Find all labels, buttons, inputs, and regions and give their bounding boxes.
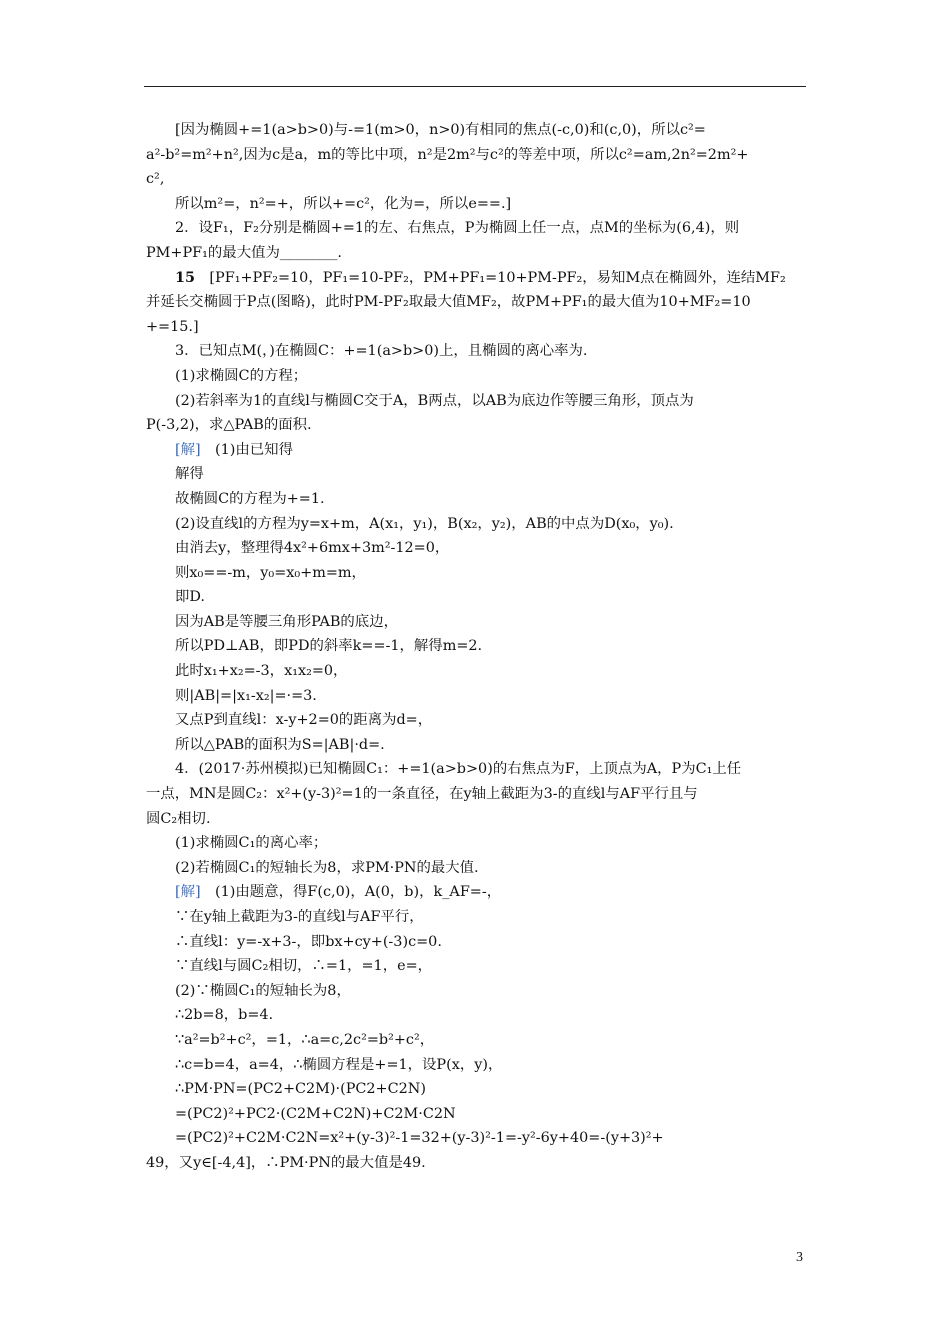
text-line [146, 1053, 808, 1078]
text-line [146, 610, 808, 635]
text-line [146, 930, 808, 955]
line-text: +=15.] [146, 318, 199, 335]
line-text: 即D. [175, 589, 205, 606]
line-text: P(-3,2)，求△PAB的面积. [146, 417, 312, 434]
text-line [146, 1102, 808, 1127]
line-text: 故椭圆C的方程为+=1. [175, 490, 325, 507]
text-line [146, 1028, 808, 1053]
line-text: 所以△PAB的面积为S=|AB|·d=. [175, 736, 385, 753]
text-line [146, 143, 808, 168]
text-line [146, 782, 808, 807]
line-text: PM+PF₁的最大值为________. [146, 244, 343, 261]
text-line [146, 266, 808, 291]
text-line [146, 807, 808, 832]
text-line [146, 905, 808, 930]
line-text: ∴c=b=4，a=4，∴椭圆方程是+=1，设P(x，y)， [175, 1056, 503, 1073]
line-text: [PF₁+PF₂=10，PF₁=10-PF₂，PM+PF₁=10+PM-PF₂，易知M点在椭圆外，连结MF₂ [195, 269, 786, 286]
text-line [146, 315, 808, 340]
text-line [146, 634, 808, 659]
line-text: 一点，MN是圆C₂：x²+(y-3)²=1的一条直径，在y轴上截距为3-的直线l与AF平行且与 [146, 786, 698, 803]
line-text: =(PC2)²+PC2·(C2M+C2N)+C2M·C2N [175, 1105, 456, 1122]
text-line [146, 708, 808, 733]
text-line [146, 216, 808, 241]
line-text: 此时x₁+x₂=-3，x₁x₂=0， [175, 663, 348, 680]
text-line [146, 512, 808, 537]
line-text: ∴直线l：y=-x+3-，即bx+cy+(-3)c=0. [175, 933, 442, 950]
text-line [146, 856, 808, 881]
line-text: (1)由题意，得F(c,0)，A(0，b)，k_AF=-， [200, 884, 502, 901]
text-line [146, 413, 808, 438]
line-text: 则x₀==-m，y₀=x₀+m=m， [175, 564, 366, 581]
line-text: 所以PD⊥AB，即PD的斜率k==-1，解得m=2. [175, 638, 483, 655]
text-line [146, 954, 808, 979]
text-line [146, 1151, 808, 1176]
line-text: 则|AB|=|x₁-x₂|=·=3. [175, 687, 317, 704]
line-text: ∴2b=8，b=4. [175, 1007, 274, 1024]
text-line [146, 536, 808, 561]
line-text: (2)若椭圆C₁的短轴长为8，求PM·PN的最大值. [175, 859, 479, 876]
text-line [146, 1126, 808, 1151]
line-text: ∵a²=b²+c²，=1，∴a=c,2c²=b²+c²， [175, 1031, 435, 1048]
line-text: 4．(2017·苏州模拟)已知椭圆C₁：+=1(a>b>0)的右焦点为F，上顶点为A，P为C₁上任 [175, 761, 742, 778]
line-text: (2)∵椭圆C₁的短轴长为8， [175, 982, 351, 999]
line-text: 并延长交椭圆于P点(图略)，此时PM-PF₂取最大值MF₂，故PM+PF₁的最大值为10+MF₂=10 [146, 294, 751, 311]
line-text: (2)若斜率为1的直线l与椭圆C交于A，B两点，以AB为底边作等腰三角形，顶点为 [175, 392, 694, 409]
text-line [146, 192, 808, 217]
line-text: 所以m²=，n²=+，所以+=c²，化为=，所以e==.] [175, 195, 512, 212]
text-line [146, 1077, 808, 1102]
line-text: 圆C₂相切. [146, 810, 211, 827]
line-text: 因为AB是等腰三角形PAB的底边， [175, 613, 398, 630]
text-line [146, 462, 808, 487]
text-line [146, 979, 808, 1004]
line-text: a²-b²=m²+n²,因为c是a，m的等比中项，n²是2m²与c²的等差中项，所以c²=am,2n²=2m²+ [146, 146, 749, 163]
line-text: ∴PM·PN=(PC2+C2M)·(PC2+C2N) [175, 1081, 426, 1098]
text-line [146, 585, 808, 610]
text-line [146, 880, 808, 905]
line-text: =(PC2)²+C2M·C2N=x²+(y-3)²-1=32+(y-3)²-1=-y²-6y+40=-(y+3)²+ [175, 1130, 664, 1147]
text-line [146, 364, 808, 389]
line-text: (1)求椭圆C的方程； [175, 367, 308, 384]
line-text: [因为椭圆+=1(a>b>0)与-=1(m>0，n>0)有相同的焦点(-c,0)和(c,0)，所以c²= [175, 122, 706, 138]
solution-label: [解] [175, 884, 201, 901]
line-text: ∵在y轴上截距为3-的直线l与AF平行， [175, 909, 424, 925]
text-line [146, 659, 808, 684]
line-text: 49，又y∈[-4,4]，∴PM·PN的最大值是49. [146, 1154, 426, 1171]
line-text: 由消去y，整理得4x²+6mx+3m²-12=0， [175, 540, 450, 557]
line-text: (1)由已知得 [200, 441, 293, 458]
text-line [146, 757, 808, 782]
document-body [146, 118, 808, 1176]
page-number: 3 [796, 1250, 803, 1265]
text-line [146, 561, 808, 586]
text-line [146, 241, 808, 266]
text-line [146, 1003, 808, 1028]
line-text: 2．设F₁，F₂分别是椭圆+=1的左、右焦点，P为椭圆上任一点，点M的坐标为(6,4)，则 [175, 220, 740, 237]
text-line [146, 438, 808, 463]
line-text: (1)求椭圆C₁的离心率； [175, 835, 328, 852]
line-text: 又点P到直线l：x-y+2=0的距离为d=， [175, 712, 433, 729]
line-text: 3．已知点M(，)在椭圆C：+=1(a>b>0)上，且椭圆的离心率为. [175, 343, 588, 360]
text-line [146, 733, 808, 758]
line-text: c², [146, 171, 165, 188]
line-text: (2)设直线l的方程为y=x+m，A(x₁，y₁)，B(x₂，y₂)，AB的中点为D(x₀，y₀). [175, 515, 674, 532]
text-line [146, 684, 808, 709]
solution-label: [解] [175, 441, 201, 458]
text-line [146, 118, 808, 143]
text-line [146, 487, 808, 512]
line-text: ∵直线l与圆C₂相切，∴=1，=1，e=， [175, 958, 433, 975]
text-line [146, 389, 808, 414]
answer-label: 15 [175, 268, 196, 286]
line-text: 解得 [175, 466, 204, 483]
text-line [146, 831, 808, 856]
header-rule [144, 86, 806, 87]
text-line [146, 290, 808, 315]
text-line [146, 167, 808, 192]
text-line [146, 339, 808, 364]
